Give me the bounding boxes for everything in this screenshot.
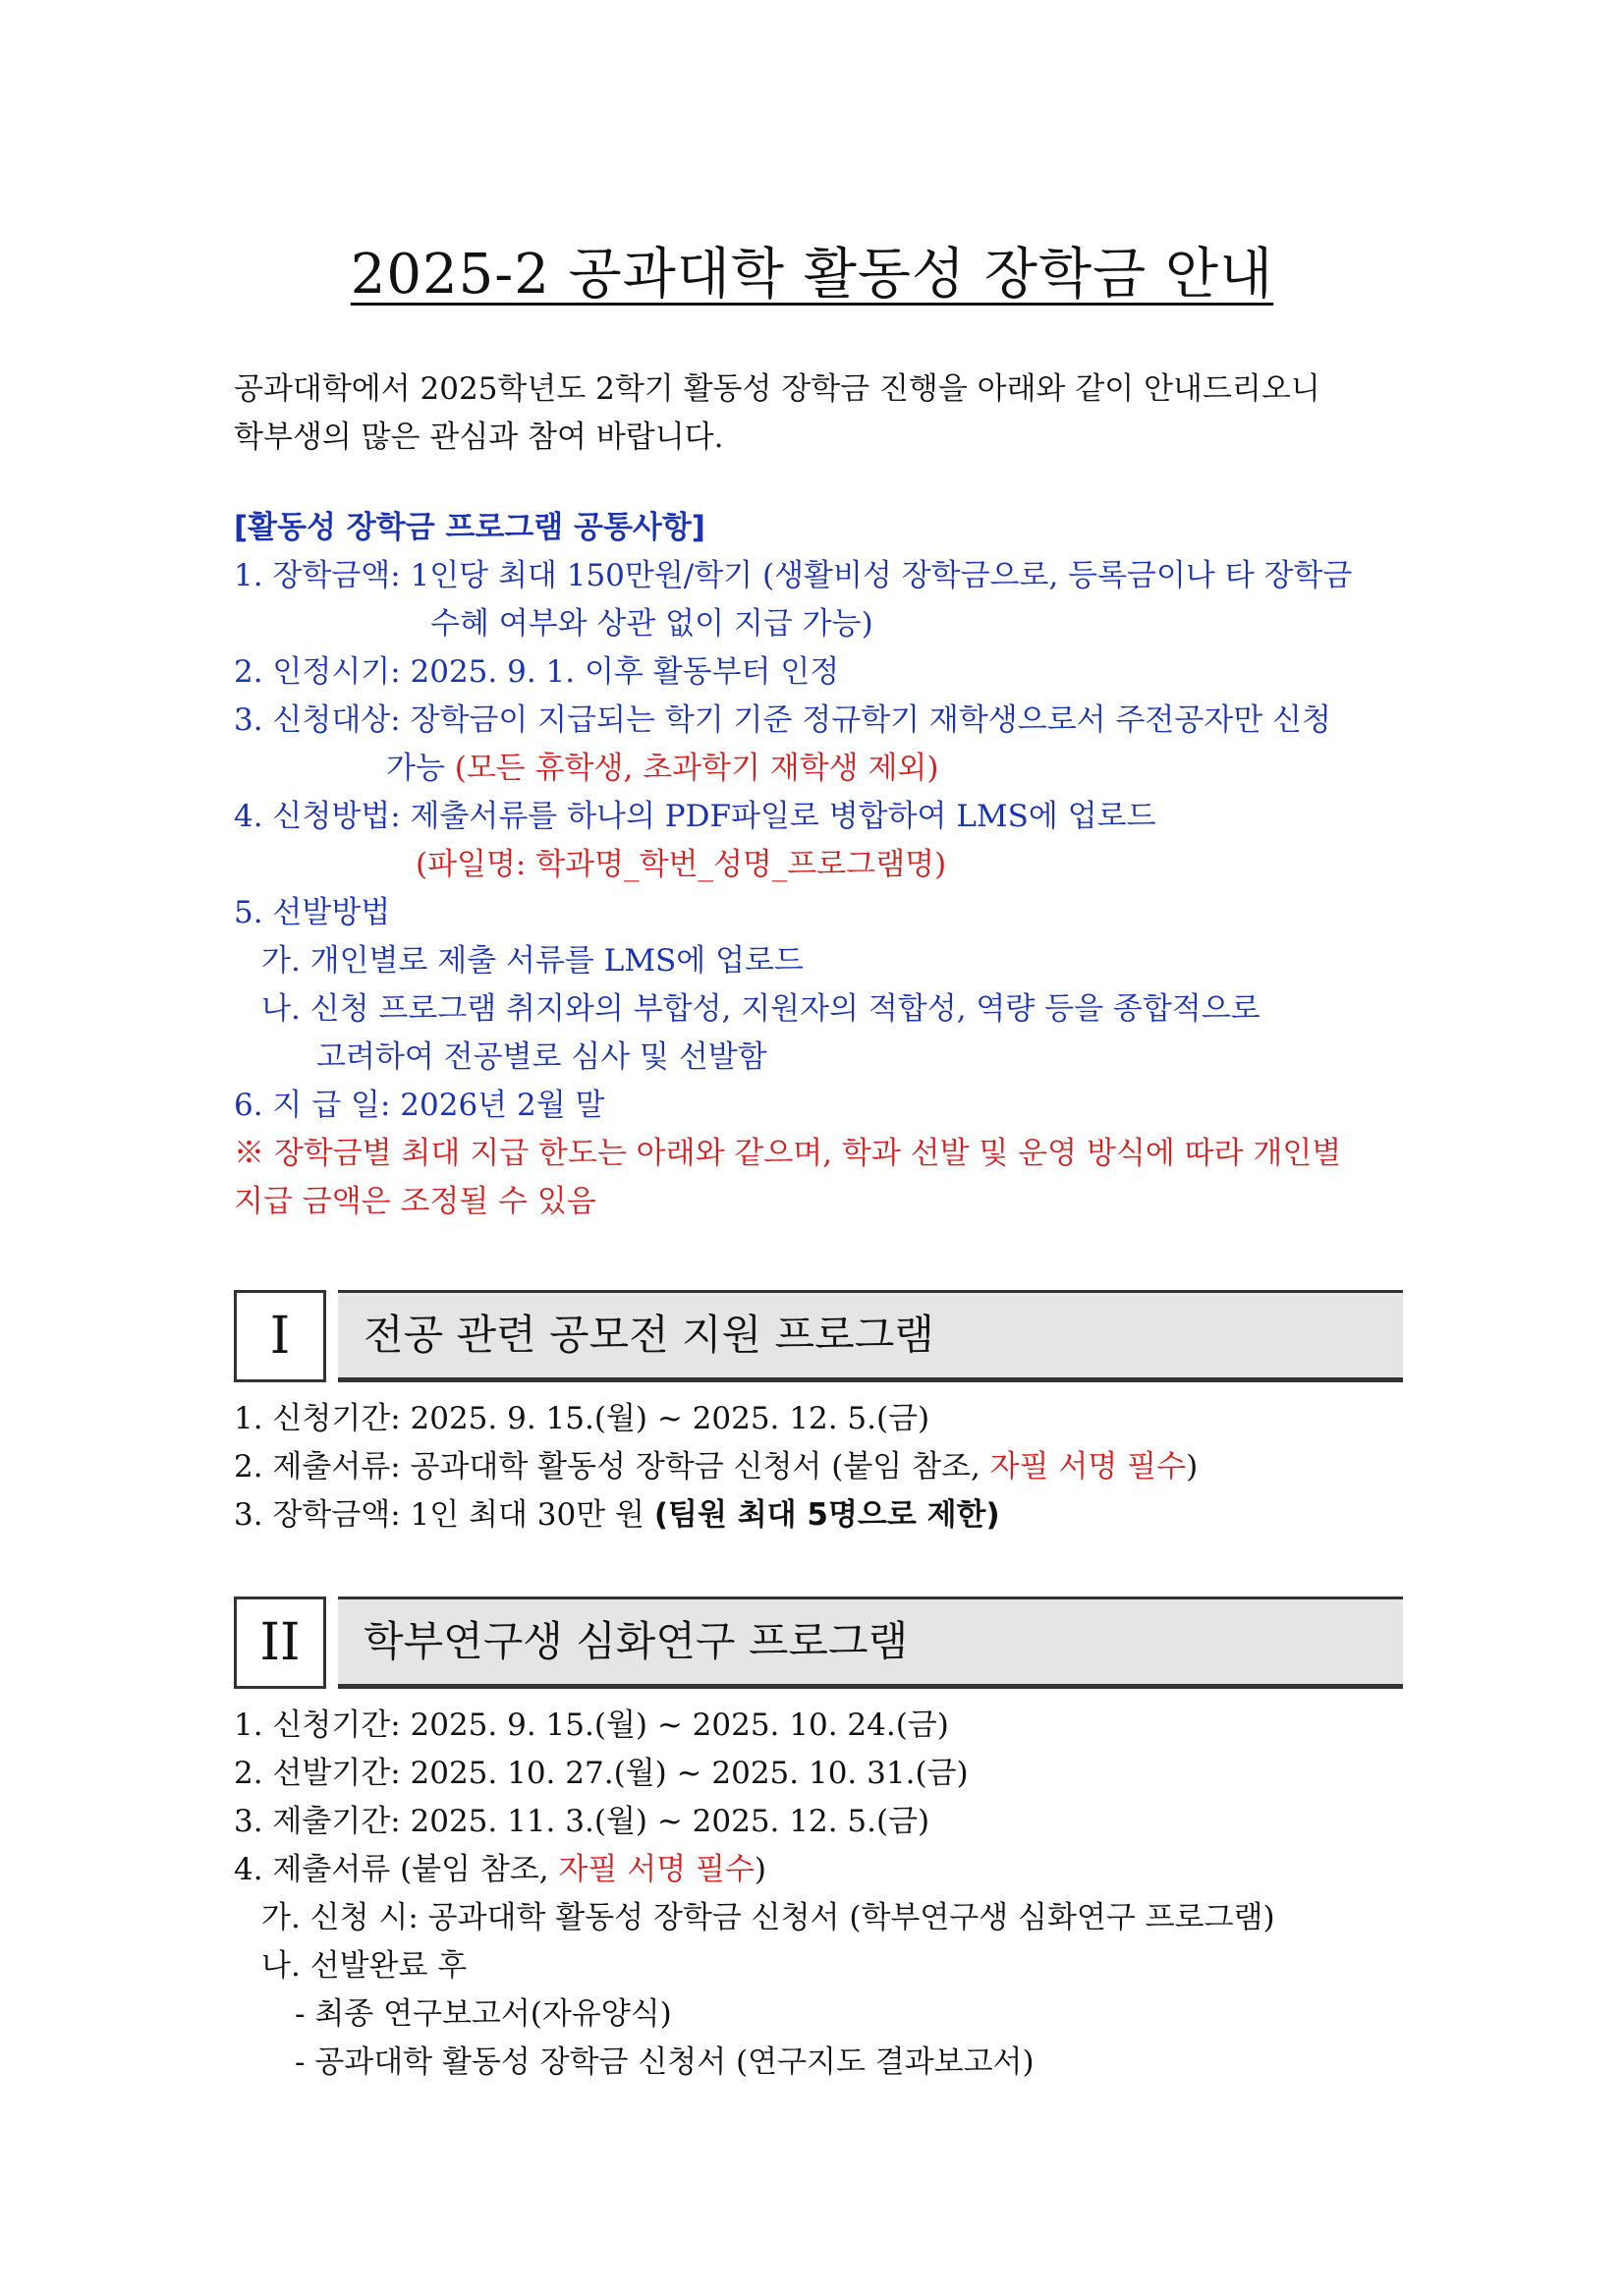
intro-line: 공과대학에서 2025학년도 2학기 활동성 장학금 진행을 아래와 같이 안내드리오니 [234, 371, 1320, 407]
selection-sub-na: 나. 신청 프로그램 취지와의 부합성, 지원자의 적합성, 역량 등을 종합적으로 [261, 991, 1260, 1027]
section1-period: 1. 신청기간: 2025. 9. 15.(월) ~ 2025. 12. 5.(금) [234, 1401, 930, 1436]
signature-required: 자필 서명 필수 [989, 1449, 1187, 1484]
section2-documents [234, 1846, 1413, 1894]
selection-sub-na-cont: 고려하여 전공별로 심사 및 선발함 [316, 1039, 767, 1075]
section-number: I [234, 1290, 326, 1382]
section-title: 전공 관련 공모전 지원 프로그램 [338, 1290, 1403, 1382]
documents-text: 4. 제출서류 (붙임 참조, [234, 1852, 549, 1887]
documents-sub-na: 나. 선발완료 후 [261, 1948, 468, 1984]
common-item-period: 2. 인정시기: 2025. 9. 1. 이후 활동부터 인정 [234, 654, 840, 690]
section-header-1 [234, 1290, 1403, 1382]
target-cont-text: 가능 [386, 751, 445, 786]
section1-documents [234, 1443, 1413, 1491]
common-item-selection: 5. 선발방법 [234, 895, 391, 930]
common-heading: [활동성 장학금 프로그램 공통사항] [234, 510, 705, 545]
intro-paragraph [234, 365, 1413, 462]
documents-text: 2. 제출서류: 공과대학 활동성 장학금 신청서 (붙임 참조, [234, 1449, 980, 1484]
common-item-target-cont [234, 745, 1413, 793]
page-title: 2025-2 공과대학 활동성 장학금 안내 [350, 243, 1274, 307]
common-item-filename: (파일명: 학과명_학번_성명_프로그램명) [416, 847, 947, 882]
section1-amount [234, 1491, 1413, 1540]
team-limit: (팀원 최대 5명으로 제한) [653, 1497, 1000, 1533]
selection-sub-ga: 가. 개인별로 제출 서류를 LMS에 업로드 [261, 943, 804, 979]
amount-text: 3. 장학금액: 1인 최대 30만 원 [234, 1497, 644, 1533]
section2-submit-period: 3. 제출기간: 2025. 11. 3.(월) ~ 2025. 12. 5.(금) [234, 1804, 930, 1839]
common-section [234, 504, 1413, 1226]
common-note-cont: 지급 금액은 조정될 수 있음 [234, 1184, 596, 1219]
section-number: II [234, 1596, 326, 1689]
section-title: 학부연구생 심화연구 프로그램 [338, 1596, 1403, 1689]
target-exclusion: (모든 휴학생, 초과학기 재학생 제외) [454, 751, 939, 786]
documents-sub-na-2: - 공과대학 활동성 장학금 신청서 (연구지도 결과보고서) [295, 2044, 1035, 2080]
common-item-method: 4. 신청방법: 제출서류를 하나의 PDF파일로 병합하여 LMS에 업로드 [234, 799, 1156, 834]
common-note: ※ 장학금별 최대 지급 한도는 아래와 같으며, 학과 선발 및 운영 방식에 따라 개인별 [234, 1136, 1342, 1171]
intro-line: 학부생의 많은 관심과 참여 바랍니다. [234, 420, 724, 455]
section2-apply-period: 1. 신청기간: 2025. 9. 15.(월) ~ 2025. 10. 24.(금) [234, 1708, 949, 1743]
section-header-2 [234, 1596, 1403, 1689]
documents-sub-na-1: - 최종 연구보고서(자유양식) [295, 1996, 672, 2032]
documents-sub-ga: 가. 신청 시: 공과대학 활동성 장학금 신청서 (학부연구생 심화연구 프로그램) [261, 1900, 1275, 1935]
common-item-target: 3. 신청대상: 장학금이 지급되는 학기 기준 정규학기 재학생으로서 주전공자만 신청 [234, 702, 1331, 738]
section2-items [234, 1702, 1413, 2087]
common-item-payday: 6. 지 급 일: 2026년 2월 말 [234, 1088, 605, 1123]
common-item-amount-cont: 수혜 여부와 상관 없이 지급 가능) [430, 606, 873, 642]
documents-close: ) [754, 1852, 767, 1887]
common-item-amount: 1. 장학금액: 1인당 최대 150만원/학기 (생활비성 장학금으로, 등록금이나 타 장학금 [234, 558, 1353, 593]
section2-selection-period: 2. 선발기간: 2025. 10. 27.(월) ~ 2025. 10. 31.(금) [234, 1756, 969, 1791]
section1-items [234, 1395, 1413, 1540]
signature-required: 자필 서명 필수 [558, 1852, 755, 1887]
documents-close: ) [1186, 1449, 1199, 1484]
